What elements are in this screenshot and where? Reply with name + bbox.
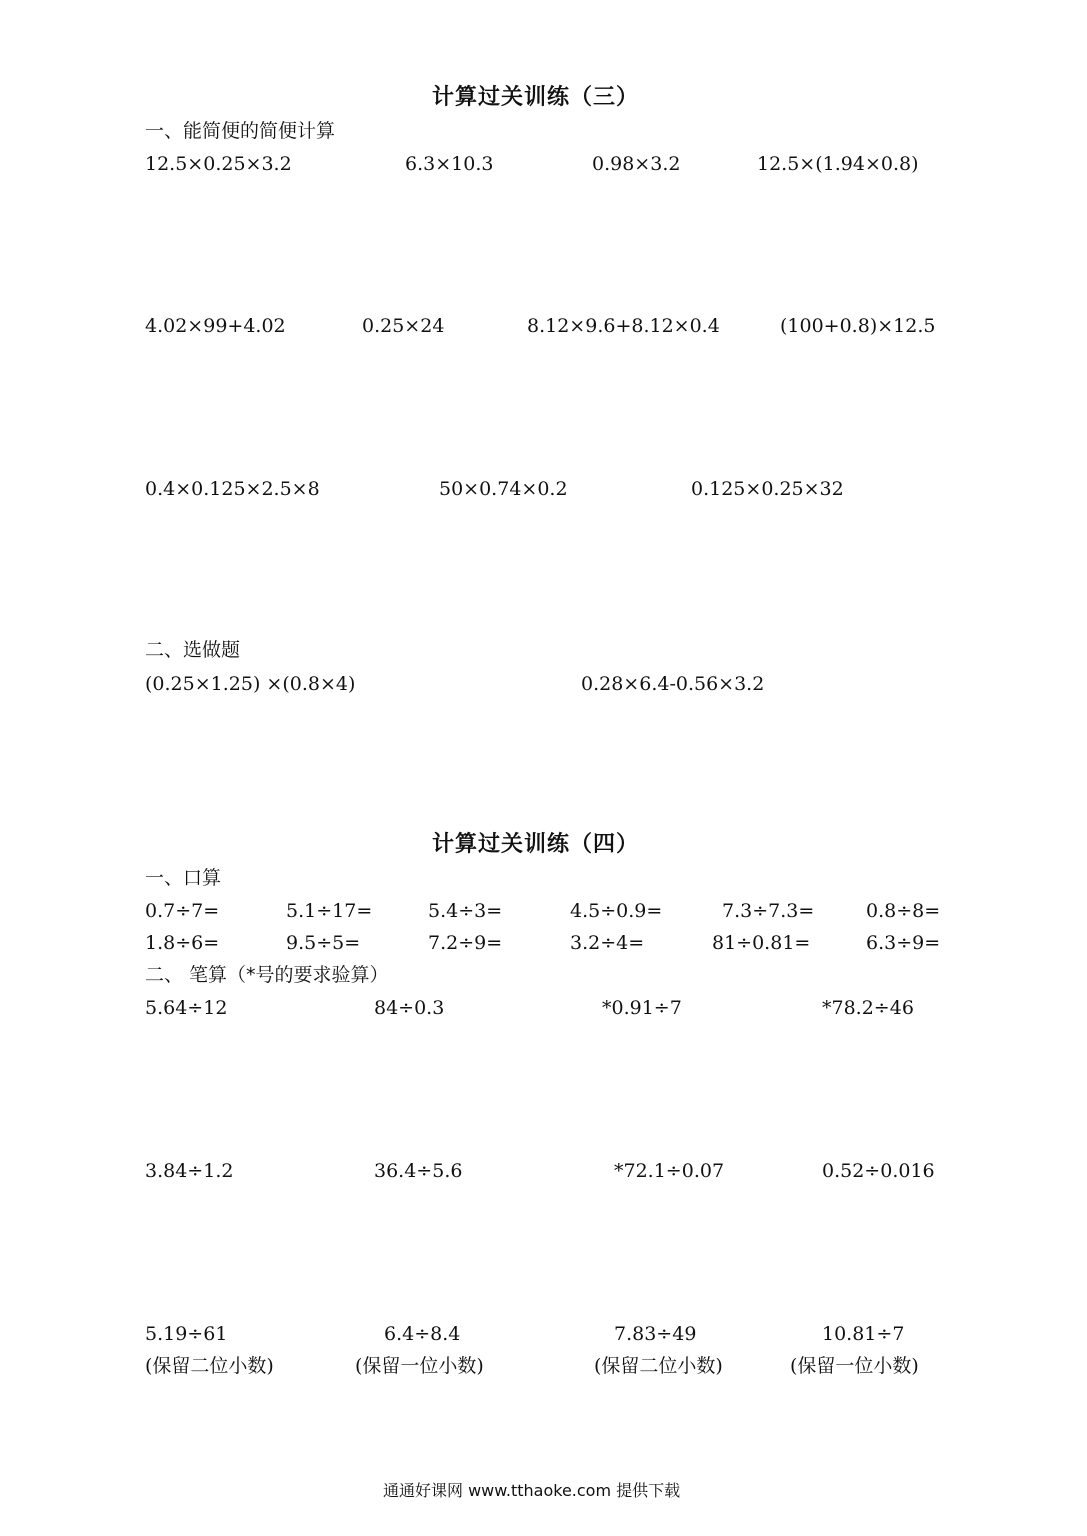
oral-problem: 0.8÷8= [866, 900, 941, 922]
rounding-note: (保留一位小数) [355, 1355, 484, 1377]
footer-text: 通通好课网 www.tthaoke.com 提供下载 [383, 1481, 681, 1500]
problem: 12.5×(1.94×0.8) [757, 153, 919, 175]
problem: (100+0.8)×12.5 [780, 315, 936, 337]
problem: (0.25×1.25) ×(0.8×4) [145, 673, 356, 695]
sheet3-section2-heading: 二、选做题 [145, 639, 241, 661]
problem: 0.28×6.4-0.56×3.2 [581, 673, 765, 695]
problem: 0.98×3.2 [592, 153, 681, 175]
sheet4-section1-heading: 一、口算 [145, 867, 222, 889]
problem: 50×0.74×0.2 [439, 478, 568, 500]
problem: 5.19÷61 [145, 1323, 228, 1345]
rounding-note: (保留一位小数) [790, 1355, 919, 1377]
problem: 84÷0.3 [374, 997, 445, 1019]
rounding-note: (保留二位小数) [594, 1355, 723, 1377]
problem: 6.3×10.3 [405, 153, 494, 175]
oral-problem: 7.2÷9= [428, 932, 503, 954]
problem: 6.4÷8.4 [384, 1323, 461, 1345]
sheet4-section2-heading: 二、 笔算（*号的要求验算） [145, 964, 389, 986]
oral-problem: 1.8÷6= [145, 932, 220, 954]
oral-problem: 6.3÷9= [866, 932, 941, 954]
rounding-note: (保留二位小数) [145, 1355, 274, 1377]
problem: 0.125×0.25×32 [691, 478, 844, 500]
oral-problem: 7.3÷7.3= [722, 900, 815, 922]
problem: 7.83÷49 [614, 1323, 697, 1345]
oral-problem: 9.5÷5= [286, 932, 361, 954]
sheet4-title: 计算过关训练（四） [432, 832, 640, 857]
problem: 0.4×0.125×2.5×8 [145, 478, 320, 500]
problem: 0.25×24 [362, 315, 445, 337]
problem: *78.2÷46 [822, 997, 914, 1019]
problem: 12.5×0.25×3.2 [145, 153, 292, 175]
problem: *0.91÷7 [602, 997, 682, 1019]
problem: *72.1÷0.07 [614, 1160, 725, 1182]
oral-problem: 4.5÷0.9= [570, 900, 663, 922]
oral-problem: 5.4÷3= [428, 900, 503, 922]
sheet3-section1-heading: 一、能简便的简便计算 [145, 120, 336, 142]
problem: 36.4÷5.6 [374, 1160, 463, 1182]
problem: 10.81÷7 [822, 1323, 905, 1345]
oral-problem: 5.1÷17= [286, 900, 373, 922]
problem: 4.02×99+4.02 [145, 315, 286, 337]
oral-problem: 3.2÷4= [570, 932, 645, 954]
problem: 3.84÷1.2 [145, 1160, 234, 1182]
problem: 0.52÷0.016 [822, 1160, 935, 1182]
oral-problem: 81÷0.81= [712, 932, 811, 954]
problem: 5.64÷12 [145, 997, 228, 1019]
problem: 8.12×9.6+8.12×0.4 [527, 315, 720, 337]
sheet3-title: 计算过关训练（三） [432, 85, 640, 110]
oral-problem: 0.7÷7= [145, 900, 220, 922]
